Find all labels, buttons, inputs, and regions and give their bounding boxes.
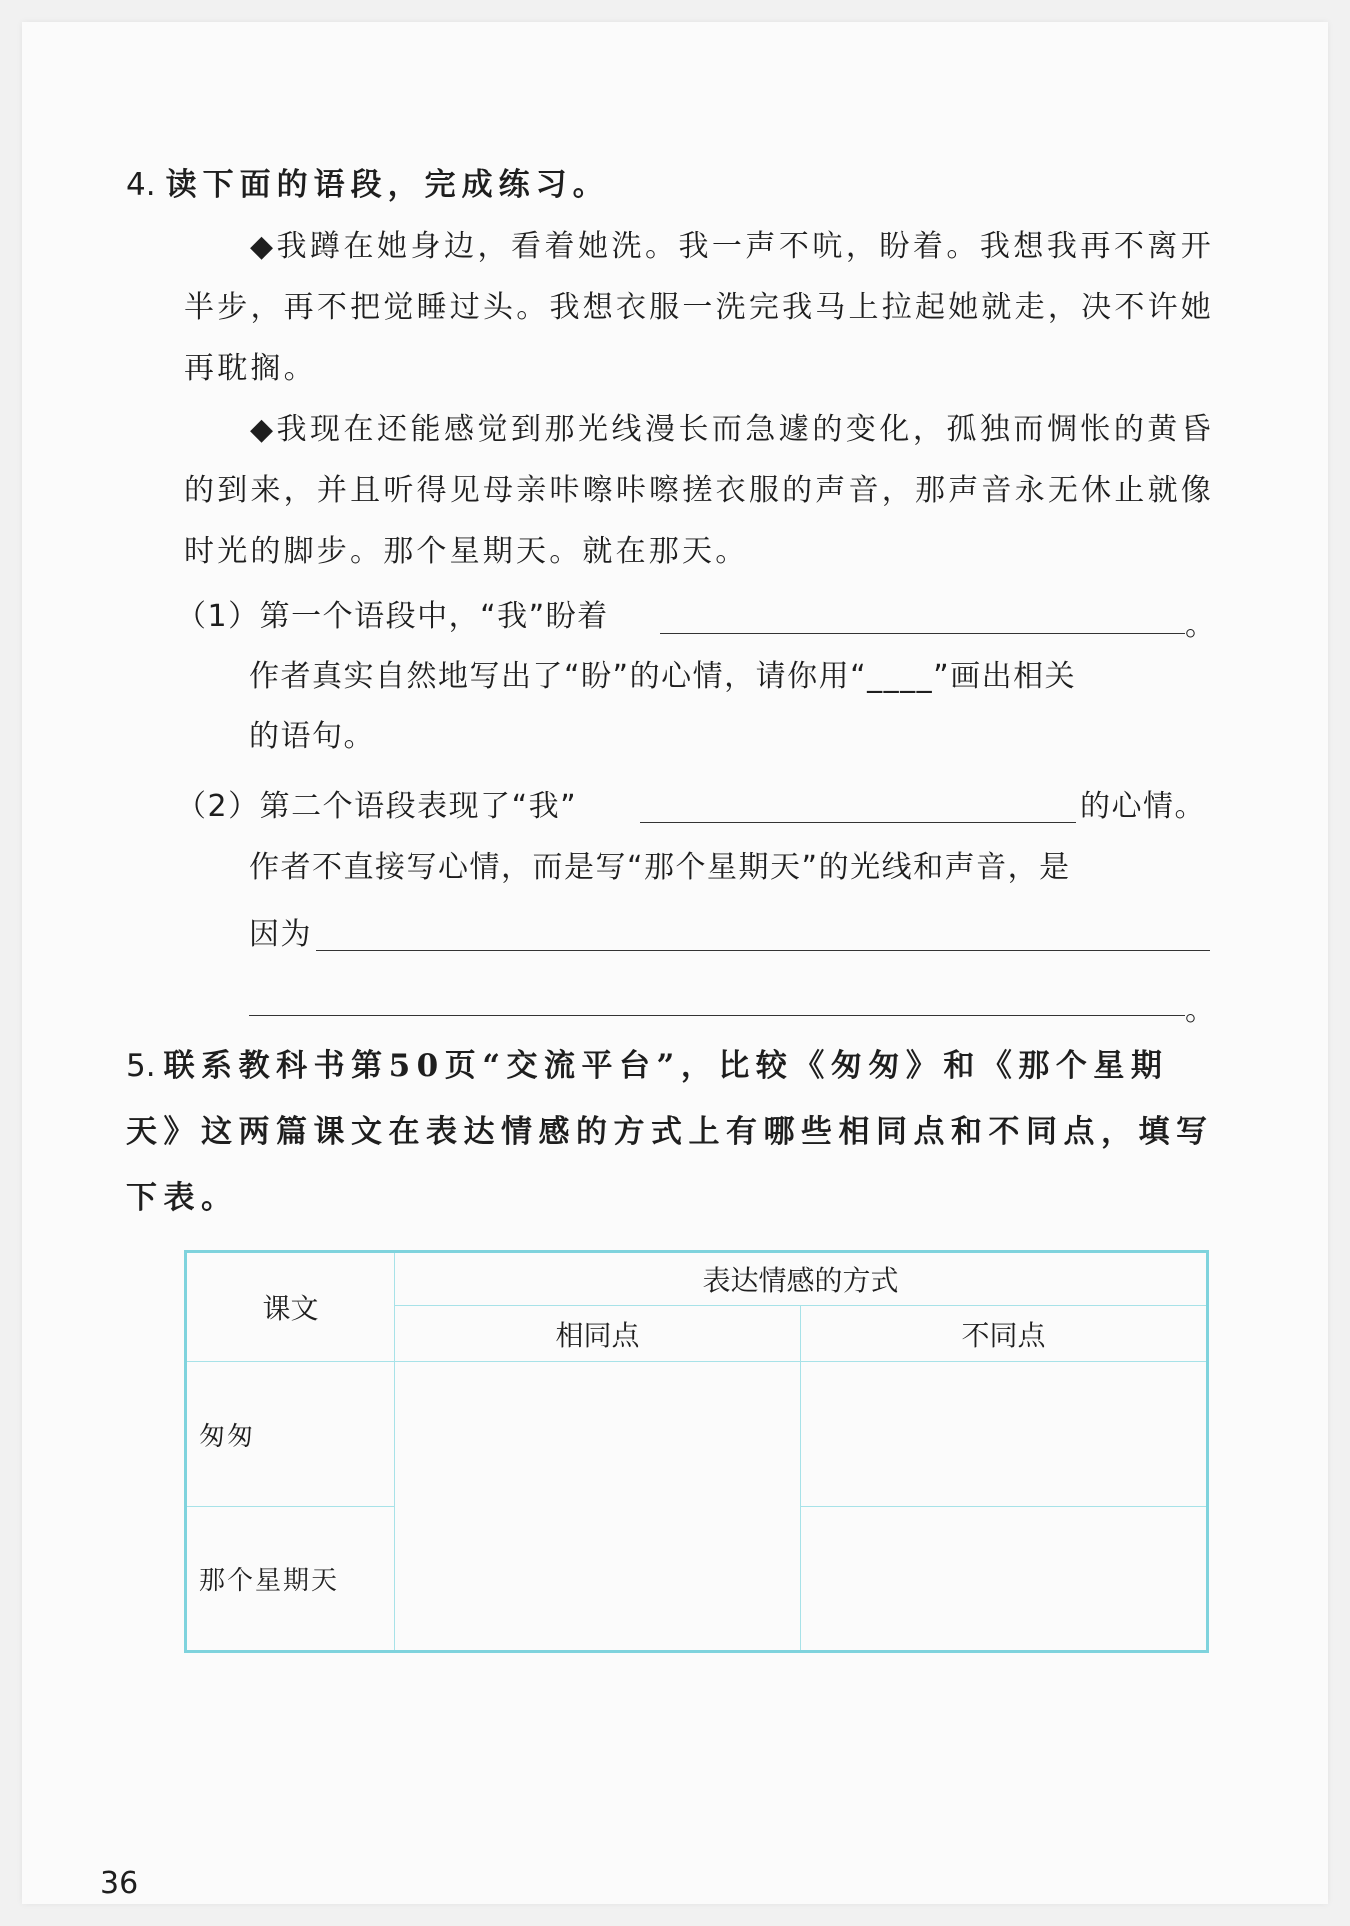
q4-sub2-line2: 作者不直接写心情，而是写“那个星期天”的光线和声音，是 — [249, 850, 1071, 885]
header-group-cell — [395, 1252, 1208, 1306]
q4-number: 4. — [126, 167, 156, 203]
q4-sub2-answer-line[interactable] — [640, 822, 1076, 823]
header-diff: 不同点 — [961, 1318, 1046, 1352]
q4-sub1-line3: 的语句。 — [249, 719, 375, 754]
q4-passage-1-text: ◆我蹲在她身边，看着她洗。我一声不吭，盼着。我想我再不离开半步，再不把觉睡过头。我想衣服一洗完我马上拉起她就走，决不许她再耽搁。 — [184, 229, 1214, 386]
header-same-cell — [395, 1306, 801, 1362]
same-answer-cell[interactable] — [395, 1362, 801, 1652]
comparison-table — [184, 1250, 1209, 1653]
page-number: 36 — [100, 1866, 139, 1901]
diff-answer-cell-2[interactable] — [801, 1507, 1208, 1652]
q5-title — [126, 1033, 1216, 1231]
q5-title-text: 联系教科书第50页“交流平台”，比较《匆匆》和《那个星期天》这两篇课文在表达情感的方式上有哪些相同点和不同点，填写下表。 — [126, 1048, 1214, 1216]
q4-passage-2 — [184, 399, 1214, 582]
row-label-cell-1 — [186, 1362, 395, 1507]
row-label-1: 匆匆 — [199, 1421, 256, 1452]
q4-sub1-line1 — [176, 597, 609, 637]
q4-title — [126, 165, 610, 205]
q5-number: 5. — [126, 1048, 156, 1084]
q4-passage-1 — [184, 216, 1214, 399]
header-diff-cell — [801, 1306, 1208, 1362]
q4-sub2-line1 — [176, 787, 577, 827]
q4-sub2-suffix: 的心情。 — [1080, 789, 1206, 824]
diff-answer-cell-1[interactable] — [801, 1362, 1208, 1507]
row-label-2: 那个星期天 — [199, 1566, 340, 1596]
row-label-cell-2 — [186, 1507, 395, 1652]
q4-sub2-prefix: （2）第二个语段表现了“我” — [176, 789, 578, 824]
header-text: 课文 — [262, 1292, 319, 1325]
q4-sub2-line3-prefix: 因为 — [249, 917, 312, 952]
q4-sub1-line2: 作者真实自然地写出了“盼”的心情，请你用“____”画出相关 — [249, 659, 1077, 694]
q4-passage-2-text: ◆我现在还能感觉到那光线漫长而急遽的变化，孤独而惆怅的黄昏的到来，并且听得见母亲咔嚓咔嚓搓衣服的声音，那声音永无休止就像时光的脚步。那个星期天。就在那天。 — [184, 412, 1214, 569]
q4-sub1-prefix: （1）第一个语段中，“我”盼着 — [176, 599, 609, 634]
q4-sub2-reason-line-2[interactable] — [249, 1015, 1185, 1016]
q4-sub2-reason-line-1[interactable] — [316, 950, 1210, 951]
q4-sub2-period: 。 — [1185, 993, 1215, 1028]
q4-title-text: 读下面的语段，完成练习。 — [165, 167, 610, 203]
q4-sub1-period: 。 — [1185, 608, 1215, 643]
header-group: 表达情感的方式 — [702, 1264, 899, 1297]
header-same: 相同点 — [555, 1318, 640, 1352]
header-text-cell — [186, 1252, 395, 1362]
q4-sub1-answer-line[interactable] — [660, 633, 1185, 634]
